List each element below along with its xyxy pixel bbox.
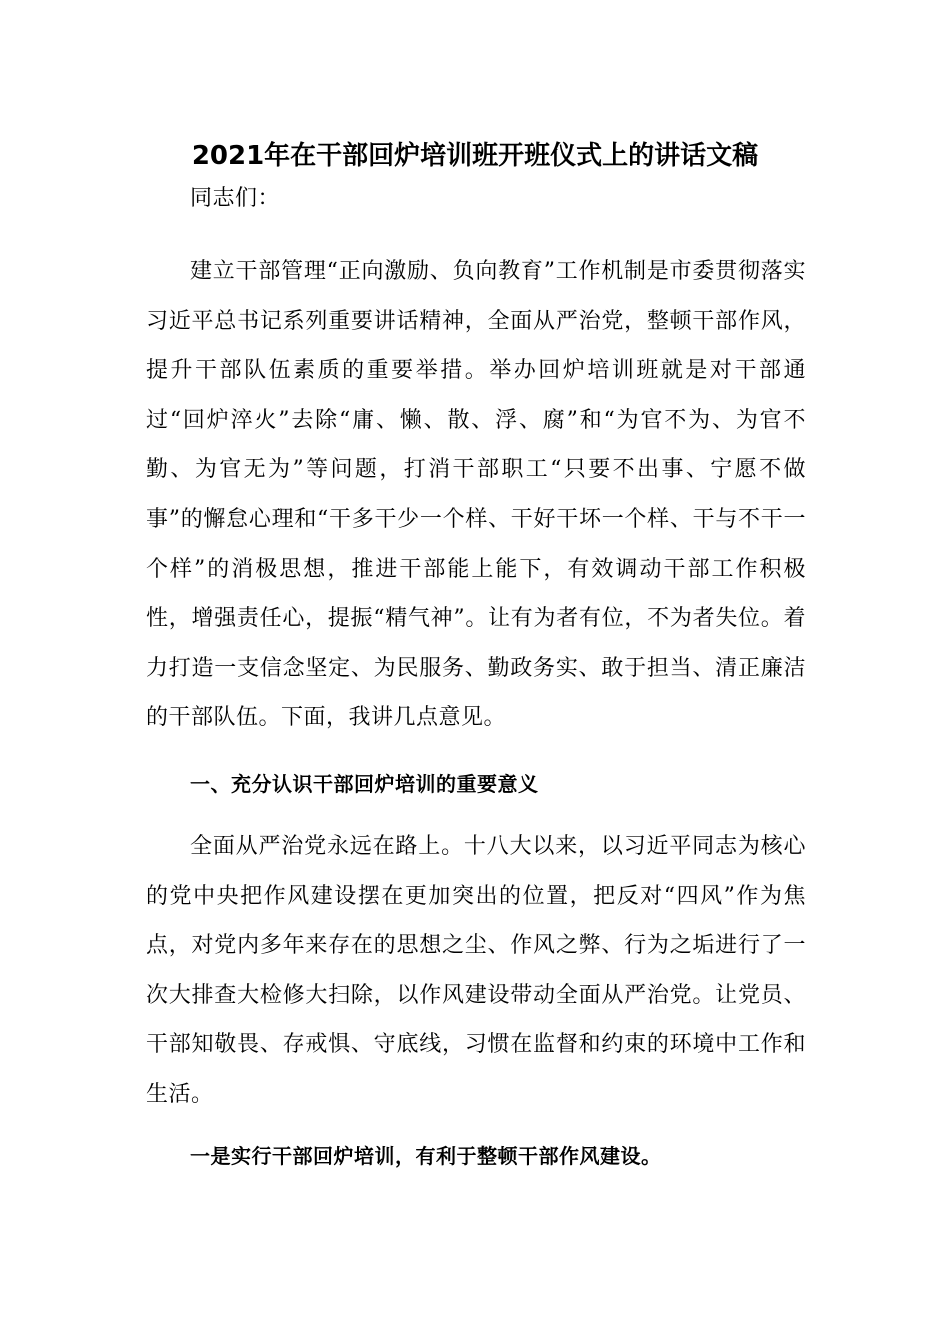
subsection-heading-1: 一是实行干部回炉培训，有利于整顿干部作风建设。 <box>190 1144 662 1168</box>
section-heading-1: 一、充分认识干部回炉培训的重要意义 <box>190 772 539 796</box>
salutation: 同志们： <box>190 186 281 211</box>
paragraph-section-1: 全面从严治党永远在路上。十八大以来，以习近平同志为核心的党中央把作风建设摆在更加突出的位置，把反对“四风”作为焦点，对党内多年来存在的思想之尘、作风之弊、行为之垢进行了一次大排查大检修大扫除，以作风建设带动全面从严治党。让党员、干部知敬畏、存戒惧、守底线，习惯在监督和约束的环境中工作和生活。 <box>146 834 806 1107</box>
document-title: 2021年在干部回炉培训班开班仪式上的讲话文稿 <box>191 141 759 171</box>
paragraph-intro: 建立干部管理“正向激励、负向教育”工作机制是市委贯彻落实习近平总书记系列重要讲话精神，全面从严治党，整顿干部作风，提升干部队伍素质的重要举措。举办回炉培训班就是对干部通过“回炉淬火”去除“庸、懒、散、浮、腐”和“为官不为、为官不勤、为官无为”等问题，打消干部职工“只要不出事、宁愿不做事”的懈怠心理和“干多干少一个样、干好干坏一个样、干与不干一个样”的消极思想，推进干部能上能下，有效调动干部工作积极性，增强责任心，提振“精气神”。让有为者有位，不为者失位。着力打造一支信念坚定、为民服务、勤政务实、敢于担当、清正廉洁的干部队伍。下面，我讲几点意见。 <box>146 259 806 731</box>
